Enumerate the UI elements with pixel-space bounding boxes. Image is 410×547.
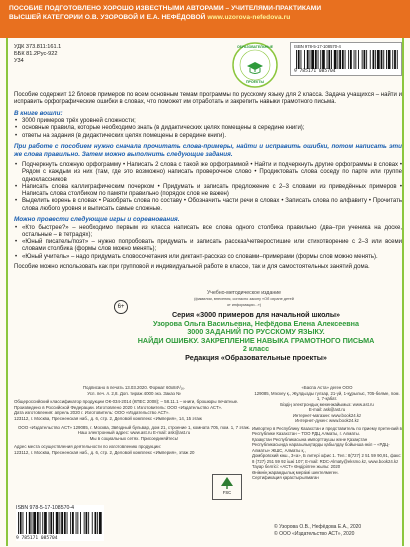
imprint-left	[14, 385, 254, 456]
barcode-bar	[364, 50, 366, 69]
description	[14, 92, 402, 271]
barcode-bar	[394, 50, 396, 69]
barcode-bar	[322, 50, 325, 69]
barcode-bar	[383, 50, 384, 69]
barcode-bar	[59, 512, 60, 534]
book-item: • основные правила, которые необходимо знать (в дидактических целях помещены в середине книги);	[14, 125, 402, 132]
book-title-1: 3000 ЗАДАНИЙ ПО РУССКОМУ ЯЗЫКУ.	[187, 327, 325, 337]
game-item: • «Кто быстрее?» – необходимо первым из класса написать все слова одного столбика правильно (два–три ученика на доске, остальные – в тетрадях);	[14, 225, 402, 240]
barcode-bar	[33, 512, 36, 534]
barcode-bar	[334, 50, 337, 69]
barcode-top	[294, 50, 399, 69]
task-paragraph: • Написать слова каллиграфическим почерком • Придумать и записать предложение с 2–3 словами из приведённых примеров • Написать слова столбиком по памяти правильно (порядок слов не важен)	[14, 184, 402, 199]
tree-icon	[220, 477, 234, 489]
barcode-bar	[53, 512, 54, 534]
isbn-top-digits: 9 785171 085704	[294, 69, 336, 74]
imprint-line: Қазақстан Республикасына импорттаушы және Қазақстан Республикасында наразылықтарды қабылдау бойынша өкіл – «РДЦ-Алматы» ЖШС, Алматы қ.,	[252, 436, 390, 453]
imprint-line: Общероссийский классификатор продукции ОК-034-2014 (КПЕС 2008); – 58.11.1 – книги, брошюры печатные.	[14, 399, 239, 405]
barcode-bar	[350, 50, 352, 69]
header-authors: ВЫСШЕЙ КАТЕГОРИИ О.В. УЗОРОВОЙ И Е.А. НЕФЁДОВОЙ	[9, 14, 206, 21]
barcode-bar	[56, 512, 59, 534]
fsc-label: FSC	[222, 490, 232, 495]
imprint-line: «Баспа Аста» деген ООО	[301, 385, 353, 390]
imprint-line: Домбровский көш., 3«а», Б литері офис 1. Тел.: 8(727) 2 51 59 90,91, факс: 8 (727) 251 59 92 ішкі 107; E-mail: RDC-Almaty@eksmo.kz, www.book24.kz	[252, 453, 402, 464]
isbn-barcode-top	[290, 42, 402, 76]
book-item: • ответы на задания (в дидактических целях помещены в середине книги).	[14, 133, 402, 140]
barcode-bar	[392, 50, 393, 69]
game-item: • «Юный учитель» – надо придумать словосочетания или диктант-рассказ со словами–примерами (формы слов можно менять).	[14, 254, 402, 261]
grade-line: 2 класс	[242, 344, 270, 354]
barcode-bar	[388, 50, 391, 69]
barcode-bar	[88, 512, 89, 534]
barcode-bar	[29, 512, 31, 534]
barcode-bar	[37, 512, 39, 534]
tasks-list	[14, 162, 402, 213]
barcode-bar	[32, 512, 33, 534]
barcode-bar	[97, 512, 98, 534]
classification-codes	[14, 44, 61, 65]
isbn-bottom-digits: 9 785171 085704	[16, 536, 58, 541]
copyright-line: © ООО «Издательство АСТ», 2020	[274, 530, 355, 537]
badge-top-text: ОБРАЗОВАТЕЛЬНЫЕ	[237, 45, 273, 49]
bbk-code: ББК 81.2Рус-922	[14, 51, 58, 57]
barcode-bar	[327, 50, 328, 69]
barcode-bar	[362, 50, 363, 69]
authors-line: Узорова Ольга Васильевна, Нефёдова Елена Алексеевна	[152, 318, 360, 328]
copyright	[274, 524, 361, 537]
imprint-line: Біздің электрондық мекенжайымыз: www.ast.ru	[280, 401, 374, 407]
imprint-line: Подписано в печать 13.03.2020. Формат 60x84¹/₁₆.	[82, 385, 186, 390]
barcode-bar	[76, 512, 77, 534]
barcode-bar	[23, 512, 24, 534]
barcode-bar	[370, 50, 371, 69]
barcode-bar	[44, 512, 47, 534]
udk-code: УДК 373.811:161.1	[14, 44, 62, 50]
edition-type-label: Учебно-методическое издание	[206, 290, 281, 296]
age-rating-badge: 6+	[114, 300, 128, 314]
games-heading: Можно провести следующие игры и соревнования.	[14, 216, 180, 224]
barcode-bar	[67, 512, 68, 534]
isbn-barcode-bottom	[16, 505, 104, 541]
header-line-1: ПОСОБИЕ ПОДГОТОВЛЕНО ХОРОШО ИЗВЕСТНЫМИ АВТОРАМИ – УЧИТЕЛЯМИ-ПРАКТИКАМИ	[9, 5, 322, 12]
barcode-bar	[373, 50, 375, 69]
imprint-line: ООО «Издательство АСТ» 129085, г. Москва, Звёздный бульвар, дом 21, строение 1, комната 705, пом. 1, 7 этаж.	[18, 424, 250, 430]
barcode-bar	[18, 512, 19, 534]
series-line: Серия «3000 примеров для начальной школы»	[171, 310, 341, 319]
header-band	[0, 0, 410, 38]
intro-paragraph: Пособие содержит 12 блоков примеров по всем основным темам программы по русскому языку для 2 класса. Задача учащихся – найти и исправить орфографические ошибки в словах, что поможет им отработать и закрепить навыки грамотного письма.	[14, 92, 402, 106]
barcode-bar	[64, 512, 66, 534]
author-mark: У34	[14, 58, 24, 64]
imprint-line: Произведено в Российской Федерации. Изготовлено 2020 г. Изготовитель: ООО «Издательство АСТ».	[14, 404, 223, 410]
barcode-bar	[355, 50, 356, 69]
barcode-bar	[20, 512, 22, 534]
book-item: • 3000 примеров трёх уровней сложности;	[14, 118, 402, 125]
barcode-bar	[298, 50, 300, 69]
edition-note: (фамилии, внесения, согласно закону «Об охране детей от информации...»)	[194, 297, 294, 307]
barcode-bar	[42, 512, 43, 534]
editorial-line: Редакция «Образовательные проекты»	[185, 352, 327, 362]
imprint-line: Наш электронный адрес: www.ast.ru E-mail: ask@ast.ru	[77, 430, 191, 436]
copyright-line: © Узорова О.В., Нефёдова Е.А., 2020	[274, 524, 362, 530]
barcode-bar	[70, 512, 71, 534]
task-paragraph: • Подчеркнуть сложную орфограмму • Написать 2 слова с такой же орфограммой • Найти и подчеркнуть другие орфограммы в словах • Рядом с каждым из них (там, где это возможно) написать проверочное слово • Продиктовать слова соседу по парте или группе одноклассников	[14, 162, 402, 184]
barcode-bar	[84, 512, 85, 534]
barcode-bar	[318, 50, 319, 69]
work-heading: При работе с пособием нужно сначала прочитать слова-примеры, найти и исправить ошибки, потом написать эти же слова правильно. Затем можно выполнить следующие задания.	[14, 142, 402, 159]
isbn-bottom-code: ISBN 978-5-17-108570-4	[16, 505, 74, 511]
header-line-2	[9, 13, 401, 22]
barcode-bar	[304, 50, 305, 69]
barcode-bar	[315, 50, 317, 69]
barcode-bar	[310, 50, 311, 69]
badge-bottom-text: ПРОЕКТЫ	[245, 80, 265, 84]
barcode-bar	[50, 512, 52, 534]
barcode-bar	[328, 50, 330, 69]
imprint-line: Интернет-дүкен: www.book24.kz	[295, 418, 359, 423]
barcode-bar	[40, 512, 41, 534]
barcode-bar	[348, 50, 349, 69]
fsc-logo-icon	[212, 474, 242, 500]
edition-type	[194, 290, 294, 308]
barcode-bar	[320, 50, 321, 69]
barcode-bar	[86, 512, 88, 534]
imprint-line: Усл. печ. л. 2,8. Доп. тираж 4000 экз. Заказ №	[87, 390, 181, 396]
imprint-line: Өнімнің жарамдылық мерзімі шектелмеген.	[252, 469, 339, 475]
barcode-bar	[381, 50, 383, 69]
barcode-bar	[80, 512, 81, 534]
imprint-line: Импортер в Республику Казахстан и представитель по приему претензий в Республике Казахстан – ТОО РДЦ Алматы, г. Алматы.	[252, 425, 402, 436]
barcode-bar	[397, 50, 398, 69]
barcode-bottom	[16, 512, 104, 534]
barcode-bar	[345, 50, 346, 69]
barcode-bar	[307, 50, 309, 69]
imprint-line: Интернет-магазин: www.book24.kz	[292, 412, 362, 418]
series-title-block	[126, 311, 386, 363]
barcode-bar	[337, 50, 338, 69]
barcode-bar	[26, 512, 27, 534]
barcode-bar	[61, 512, 63, 534]
barcode-bar	[386, 50, 387, 69]
imprint-line: Адрес места осуществления деятельности по изготовлению продукции:	[14, 444, 161, 450]
outro-paragraph: Пособие можно использовать как при групповой и индивидуальной работе в классе, так и для самостоятельных занятий дома.	[14, 264, 370, 271]
imprint-line: Сертификация қарастырылмаған	[252, 475, 319, 480]
barcode-bar	[72, 512, 74, 534]
barcode-bar	[99, 512, 102, 534]
barcode-bar	[354, 50, 355, 69]
imprint-line: Мы в социальных сетях. Присоединяйтесь!	[89, 435, 179, 441]
barcode-bar	[296, 50, 297, 69]
barcode-bar	[92, 512, 93, 534]
barcode-bar	[301, 50, 302, 69]
imprint-line: 129085, Мәскеу қ., Жұлдызды гүлзар, 21-үй, 1-құрылыс, 705-бөлме, пом. 1, 7-қабат.	[254, 390, 400, 401]
barcode-bar	[95, 512, 97, 534]
imprint-line: 123112, г. Москва, Пресненская наб., д. 6, стр. 2, Деловой комплекс «Империя», 14, 15 этаж	[14, 415, 202, 421]
barcode-bar	[331, 50, 332, 69]
barcode-bar	[342, 50, 344, 69]
barcode-bar	[49, 512, 50, 534]
task-paragraph: • Выделить корень в словах • Разобрать слова по составу • Обозначить части речи в словах • Записать слова по алфавиту • Прочитать слова любого уровня и выписать самые сложные.	[14, 198, 402, 213]
imprint-line: E-mail: ask@ast.ru	[308, 407, 346, 412]
barcode-bar	[375, 50, 376, 69]
imprint-line: Дата изготовления: апрель 2020 г. Изготовитель: ООО «Издательство АСТ».	[14, 410, 170, 416]
barcode-bar	[77, 512, 78, 534]
imprint-right	[252, 385, 402, 481]
barcode-bar	[377, 50, 380, 69]
imprint-line: 123112, г. Москва, Пресненская наб., д. 6, стр. 2, Деловой комплекс «Империя», этаж 20	[14, 449, 195, 455]
book-title-2: НАЙДИ ОШИБКУ. ЗАКРЕПЛЕНИЕ НАВЫКА ГРАМОТНОГО ПИСЬМА	[137, 335, 375, 345]
barcode-bar	[366, 50, 367, 69]
isbn-top-code: ISBN 978-5-17-108570-4	[294, 44, 341, 49]
website-link[interactable]: www.uzorova-nefedova.ru	[207, 14, 291, 21]
barcode-bar	[339, 50, 341, 69]
barcode-bar	[358, 50, 359, 69]
imprint-line: Тауар белгісі: «АСТ» Өндірілген жылы: 2020	[252, 464, 341, 469]
barcode-bar	[311, 50, 314, 69]
game-item: • «Юный писатель/поэт» – нужно попробовать придумать и записать рассказ/четверостишие или стихотворение с 2–3 или всеми словами столбика (формы слов можно менять);	[14, 239, 402, 254]
book-heading: В книге вошли:	[14, 109, 63, 117]
